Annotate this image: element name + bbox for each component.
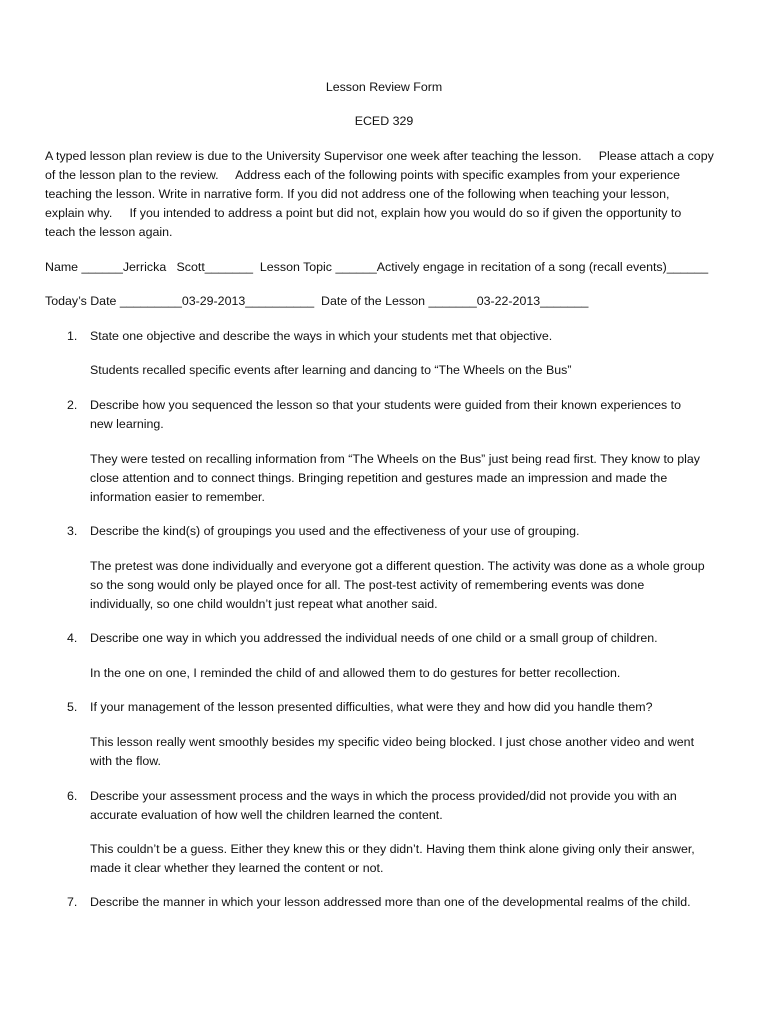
question-6 <box>67 787 737 825</box>
instructions-paragraph <box>45 147 735 242</box>
answer-line: with the flow. <box>90 754 161 768</box>
question-text: Describe the manner in which your lesson addressed more than one of the developmental realms of the child. <box>90 895 691 909</box>
answer-4 <box>90 664 740 683</box>
answer-1 <box>90 361 740 380</box>
answer-line: close attention and to connect things. Bringing repetition and gestures made an impression and made the <box>90 471 668 485</box>
question-text: new learning. <box>90 417 164 431</box>
question-text: If your management of the lesson presented difficulties, what were they and how did you handle them? <box>90 700 653 714</box>
name-topic-line: Name ______Jerricka Scott_______ Lesson Topic ______Actively engage in recitation of a song (recall events)______ <box>45 260 709 274</box>
question-number: 7. <box>67 895 78 909</box>
course-code: ECED 329 <box>354 114 414 128</box>
date-line: Today’s Date _________03-29-2013__________ Date of the Lesson _______03-22-2013_______ <box>45 294 589 308</box>
answer-3 <box>90 557 740 614</box>
answer-line: made it clear whether they learned the content or not. <box>90 861 384 875</box>
question-number: 3. <box>67 524 78 538</box>
answer-5 <box>90 733 740 771</box>
question-text: State one objective and describe the ways in which your students met that objective. <box>90 329 553 343</box>
question-text: Describe how you sequenced the lesson so that your students were guided from their known experiences to <box>90 398 681 412</box>
instructions-line: teaching the lesson. Write in narrative form. If you did not address one of the following when teaching your lesson, <box>45 187 670 201</box>
answer-6 <box>90 840 740 878</box>
instructions-line: teach the lesson again. <box>45 225 173 239</box>
answer-line: They were tested on recalling information from “The Wheels on the Bus” just being read first. They know to play <box>90 452 700 466</box>
question-7 <box>67 893 737 912</box>
answer-2 <box>90 450 740 507</box>
question-text: Describe one way in which you addressed the individual needs of one child or a small group of children. <box>90 631 658 645</box>
answer-line: In the one on one, I reminded the child of and allowed them to do gestures for better recollection. <box>90 666 621 680</box>
question-text: Describe the kind(s) of groupings you used and the effectiveness of your use of grouping. <box>90 524 580 538</box>
form-title: Lesson Review Form <box>325 80 443 94</box>
question-2 <box>67 396 737 434</box>
question-4 <box>67 629 737 648</box>
question-1 <box>67 327 737 346</box>
answer-line: information easier to remember. <box>90 490 265 504</box>
question-number: 4. <box>67 631 78 645</box>
question-text: Describe your assessment process and the ways in which the process provided/did not provide you with an <box>90 789 677 803</box>
question-text: accurate evaluation of how well the children learned the content. <box>90 808 443 822</box>
question-5 <box>67 698 737 717</box>
question-number: 2. <box>67 398 78 412</box>
instructions-line: A typed lesson plan review is due to the University Supervisor one week after teaching the lesson. Please attach a copy <box>45 149 714 163</box>
answer-line: so the song would only be played once for all. The post-test activity of remembering events was done <box>90 578 645 592</box>
question-number: 5. <box>67 700 78 714</box>
answer-line: individually, so one child wouldn’t just repeat what another said. <box>90 597 438 611</box>
instructions-line: of the lesson plan to the review. Address each of the following points with specific examples from your experience <box>45 168 681 182</box>
instructions-line: explain why. If you intended to address a point but did not, explain how you would do so if given the opportunity to <box>45 206 682 220</box>
answer-line: This lesson really went smoothly besides my specific video being blocked. I just chose another video and went <box>90 735 695 749</box>
question-number: 1. <box>67 329 78 343</box>
answer-line: The pretest was done individually and everyone got a different question. The activity was done as a whole group <box>90 559 705 573</box>
question-3 <box>67 522 737 541</box>
answer-line: This couldn’t be a guess. Either they knew this or they didn’t. Having them think alone giving only their answer, <box>90 842 695 856</box>
answer-line: Students recalled specific events after learning and dancing to “The Wheels on the Bus” <box>90 363 572 377</box>
question-number: 6. <box>67 789 78 803</box>
